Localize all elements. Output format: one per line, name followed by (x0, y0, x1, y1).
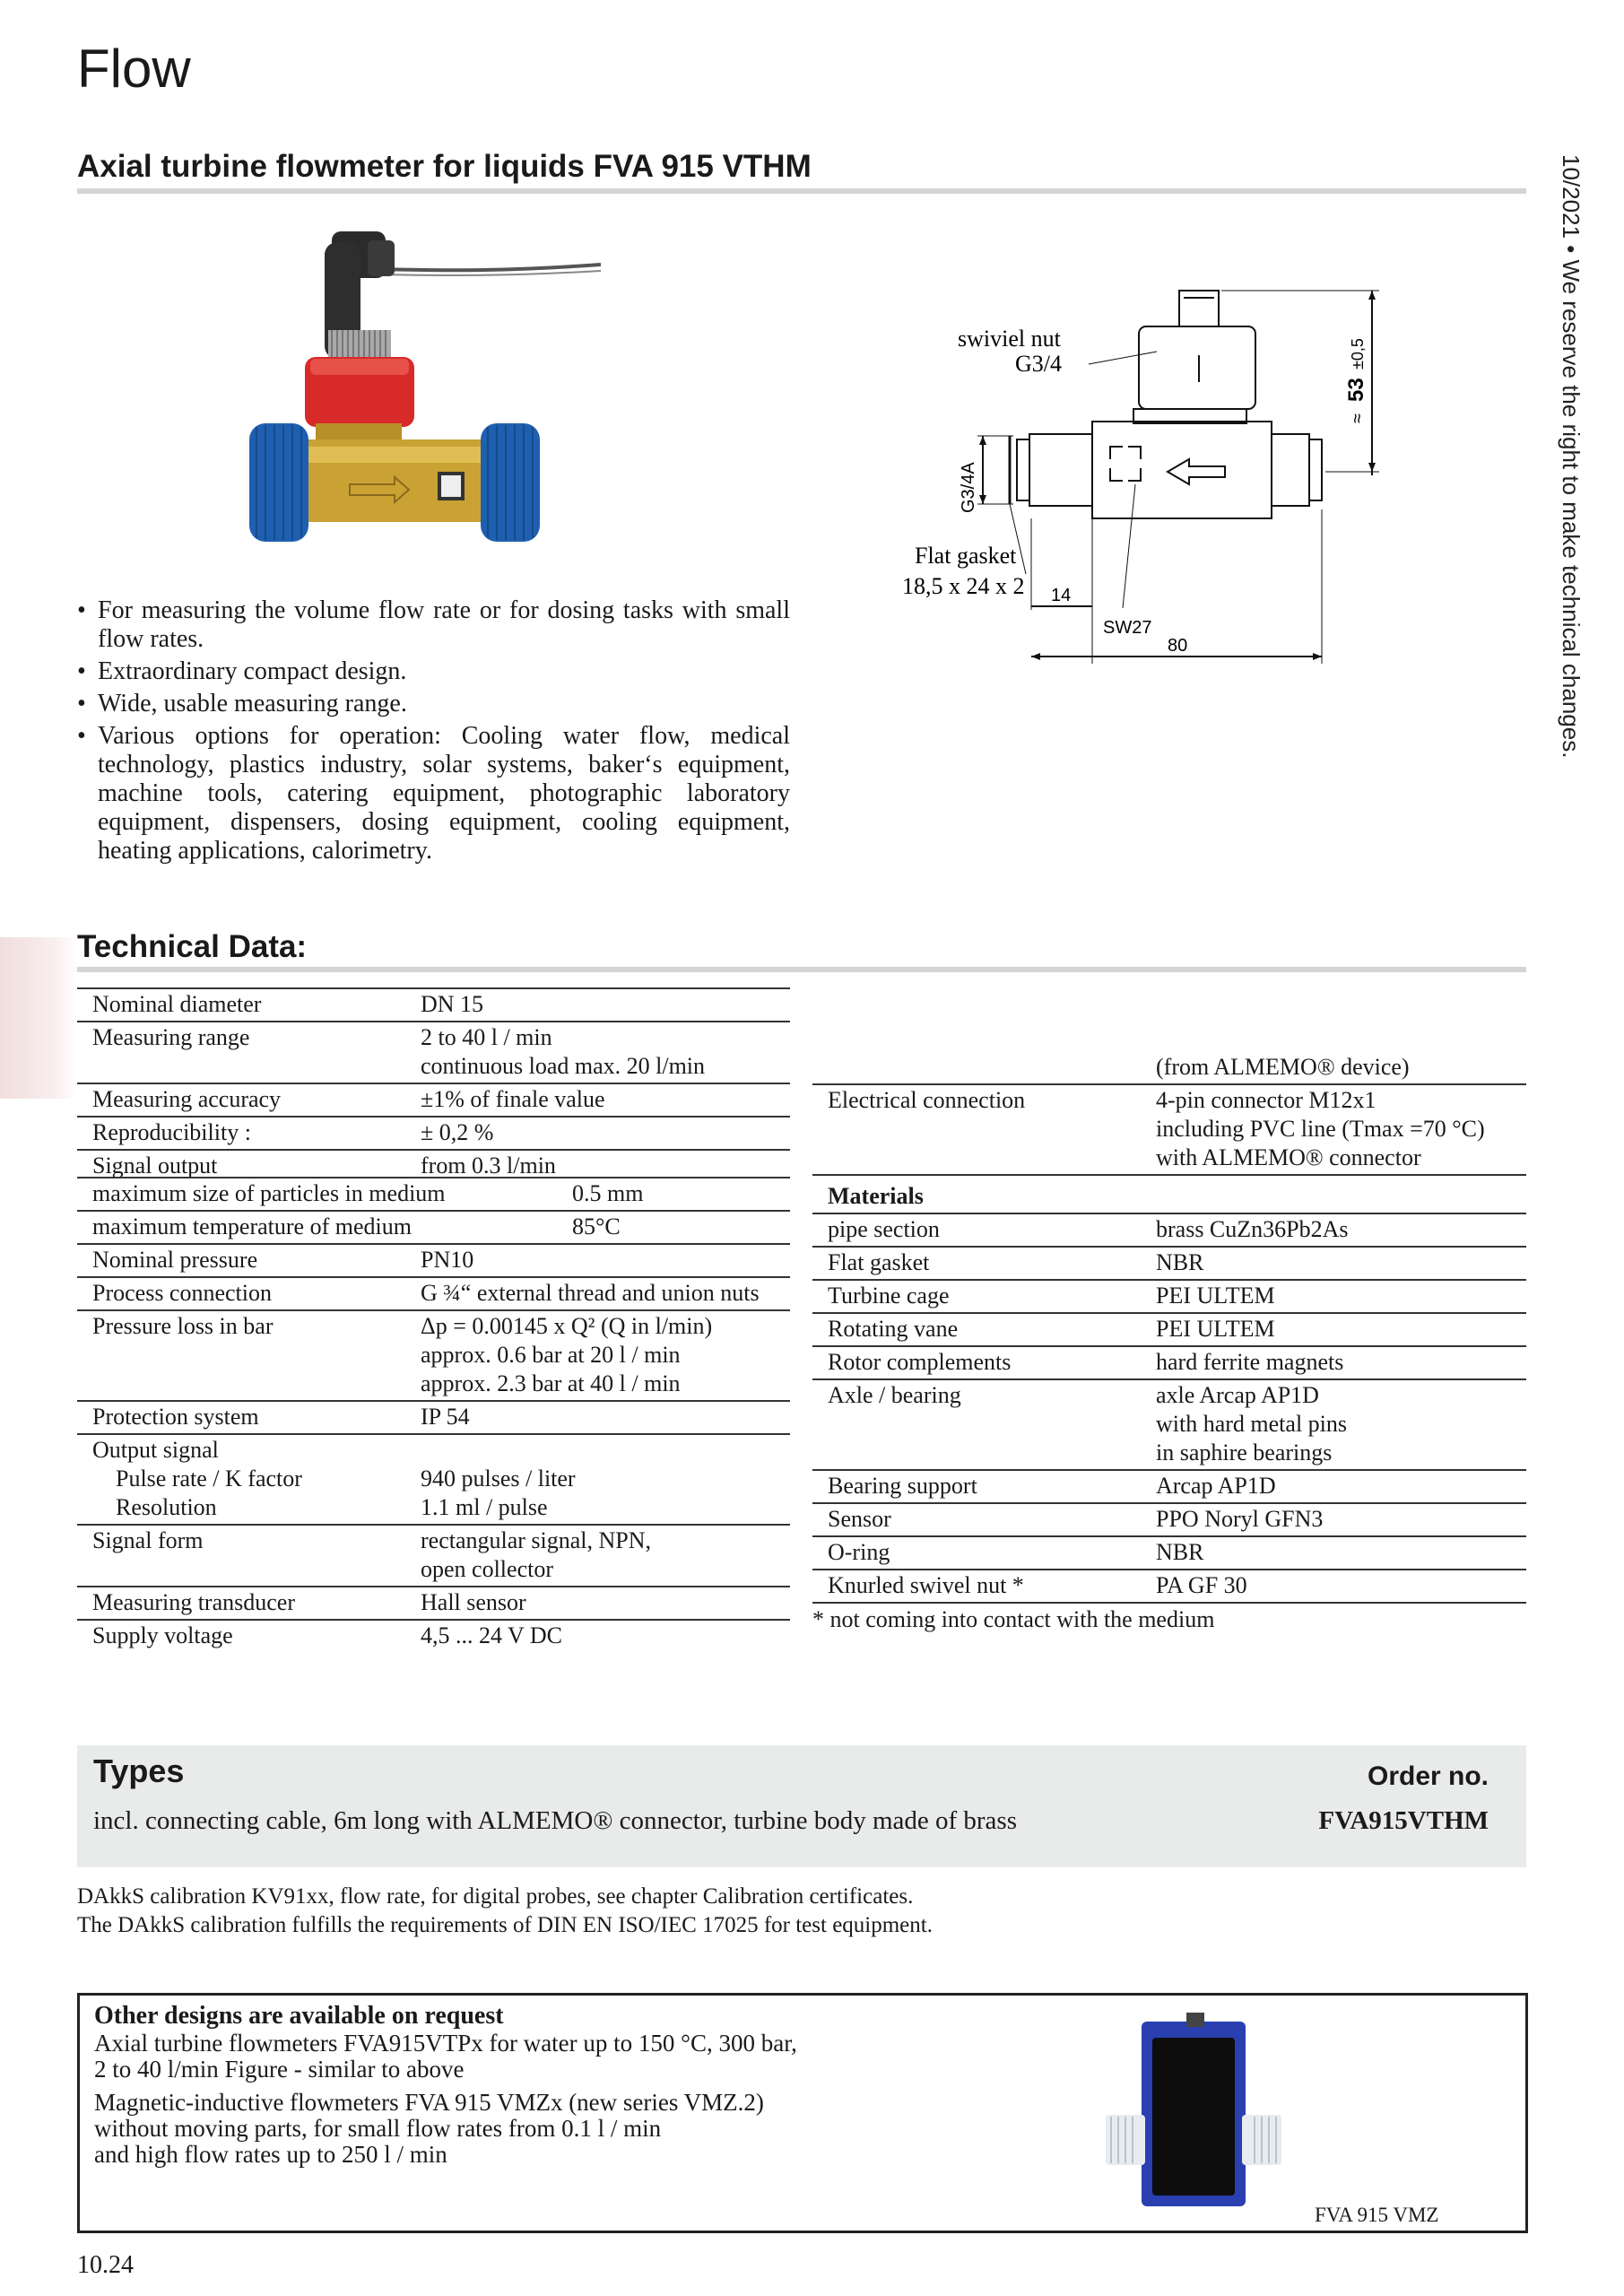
vmz-photo (1099, 2009, 1305, 2215)
row-pressure-loss: Pressure loss in bar Δp = 0.00145 x Q² (Q in l/min) approx. 0.6 bar at 20 l / min approx. 2.3 bar at 40 l / min (77, 1311, 790, 1402)
other-designs-line: Axial turbine flowmeters FVA915VTPx for water up to 150 °C, 300 bar, (94, 2030, 797, 2057)
other-designs-line: without moving parts, for small flow rates from 0.1 l / min (94, 2115, 662, 2142)
dim-approx: ≈ (1348, 413, 1368, 423)
row-signal-output: Signal output from 0.3 l/min (92, 1152, 556, 1178)
section-title: Axial turbine flowmeter for liquids FVA 915 VTHM (77, 149, 812, 184)
other-designs-title: Other designs are available on request (94, 2002, 504, 2030)
row-pipe-section: pipe section brass CuZn36Pb2As (812, 1214, 1526, 1248)
row-protection-system: Protection system IP 54 (77, 1402, 790, 1435)
label-swivel-nut: swiviel nut (958, 326, 1061, 352)
row-max-temperature: maximum temperature of medium 85°C (77, 1212, 790, 1245)
row-turbine-cage: Turbine cage PEI ULTEM (812, 1281, 1526, 1314)
row-signal-form: Signal form rectangular signal, NPN, open collector (77, 1526, 790, 1587)
dim-height: 53 (1344, 378, 1368, 402)
row-bearing-support: Bearing support Arcap AP1D (812, 1471, 1526, 1504)
dim-sw27: SW27 (1103, 618, 1152, 638)
feature-item: • Various options for operation: Cooling water flow, medical technology, plastics industry, solar systems, baker‘s equipment, machine tools, catering equipment, photographic laboratory equipment, dispensers, dosing equipment, cooling equipment, heating applications, calorimetry. (77, 722, 790, 865)
dakks-note (77, 1883, 933, 1940)
product-photo (242, 224, 619, 570)
row-supply-voltage: Supply voltage 4,5 ... 24 V DC (92, 1622, 562, 1648)
types-box (77, 1745, 1526, 1867)
row-measuring-transducer: Measuring transducer Hall sensor (77, 1587, 790, 1621)
feature-item: • Extraordinary compact design. (77, 657, 790, 686)
row-process-connection: Process connection G ¾“ external thread and union nuts (77, 1278, 790, 1311)
row-nominal-diameter: Nominal diameter DN 15 (77, 989, 790, 1022)
label-flat-gasket: Flat gasket (915, 543, 1017, 569)
page-number: 10.24 (77, 2251, 134, 2279)
row-rotating-vane: Rotating vane PEI ULTEM (812, 1314, 1526, 1347)
row-nominal-pressure: Nominal pressure PN10 (77, 1245, 790, 1278)
types-title: Types (93, 1752, 185, 1789)
row-axle-bearing: Axle / bearing axle Arcap AP1D with hard metal pins in saphire bearings (812, 1380, 1526, 1471)
dakks-line: The DAkkS calibration fulfills the requirements of DIN EN ISO/IEC 17025 for test equipment. (77, 1913, 933, 1937)
technical-drawing (888, 269, 1426, 664)
dim-thread: G3/4A (959, 462, 978, 513)
technical-data-title: Technical Data: (77, 929, 308, 964)
dim-80: 80 (1168, 636, 1188, 656)
row-o-ring: O-ring NBR (812, 1537, 1526, 1570)
row-electrical-connection: Electrical connection 4-pin connector M12x1 including PVC line (Tmax =70 °C) with ALMEMO® connector (812, 1085, 1526, 1176)
other-designs-line: and high flow rates up to 250 l / min (94, 2141, 447, 2168)
types-description: incl. connecting cable, 6m long with ALMEMO® connector, turbine body made of brass (93, 1806, 1017, 1835)
order-number-title: Order no. (1367, 1761, 1489, 1791)
almemo-device-note: (from ALMEMO® device) (812, 1053, 1526, 1085)
technical-table-right (812, 1053, 1526, 1634)
row-knurled-swivel-nut: Knurled swivel nut * PA GF 30 (812, 1570, 1526, 1604)
other-designs-line: Magnetic-inductive flowmeters FVA 915 VMZx (new series VMZ.2) (94, 2089, 764, 2116)
technical-table-left (77, 987, 790, 1652)
feature-item: • For measuring the volume flow rate or for dosing tasks with small flow rates. (77, 596, 790, 654)
other-designs-box (77, 1993, 1528, 2233)
row-sensor: Sensor PPO Noryl GFN3 (812, 1504, 1526, 1537)
feature-item: • Wide, usable measuring range. (77, 690, 790, 718)
dim-14: 14 (1051, 586, 1072, 605)
technical-divider (77, 967, 1526, 972)
section-divider (77, 188, 1526, 194)
label-flat-gasket-size: 18,5 x 24 x 2 (902, 573, 1025, 599)
row-reproducibility: Reproducibility : ± 0,2 % (77, 1118, 790, 1151)
materials-heading: Materials (812, 1181, 1526, 1214)
order-number: FVA915VTHM (1318, 1806, 1489, 1835)
dim-height-tolerance: ±0,5 (1349, 338, 1367, 370)
row-rotor-complements: Rotor complements hard ferrite magnets (812, 1347, 1526, 1380)
page-title: Flow (77, 39, 191, 99)
materials-footnote: * not coming into contact with the medium (812, 1606, 1215, 1632)
row-particle-size: maximum size of particles in medium 0.5 mm (77, 1177, 790, 1212)
vmz-image-caption: FVA 915 VMZ (1315, 2204, 1439, 2226)
feature-list (77, 596, 790, 869)
other-designs-line: 2 to 40 l/min Figure - similar to above (94, 2056, 465, 2083)
dakks-line: DAkkS calibration KV91xx, flow rate, for digital probes, see chapter Calibration certificates. (77, 1884, 914, 1909)
row-flat-gasket: Flat gasket NBR (812, 1248, 1526, 1281)
row-output-signal: Output signal Pulse rate / K factor 940 pulses / liter Resolution 1.1 ml / pulse (77, 1435, 790, 1526)
chapter-tab (0, 937, 77, 1099)
row-measuring-accuracy: Measuring accuracy ±1% of finale value (77, 1084, 790, 1118)
side-note: 10/2021 • We reserve the right to make technical changes. (1558, 154, 1585, 759)
row-measuring-range: Measuring range 2 to 40 l / min continuous load max. 20 l/min (77, 1022, 790, 1084)
label-swivel-thread: G3/4 (1015, 351, 1062, 377)
